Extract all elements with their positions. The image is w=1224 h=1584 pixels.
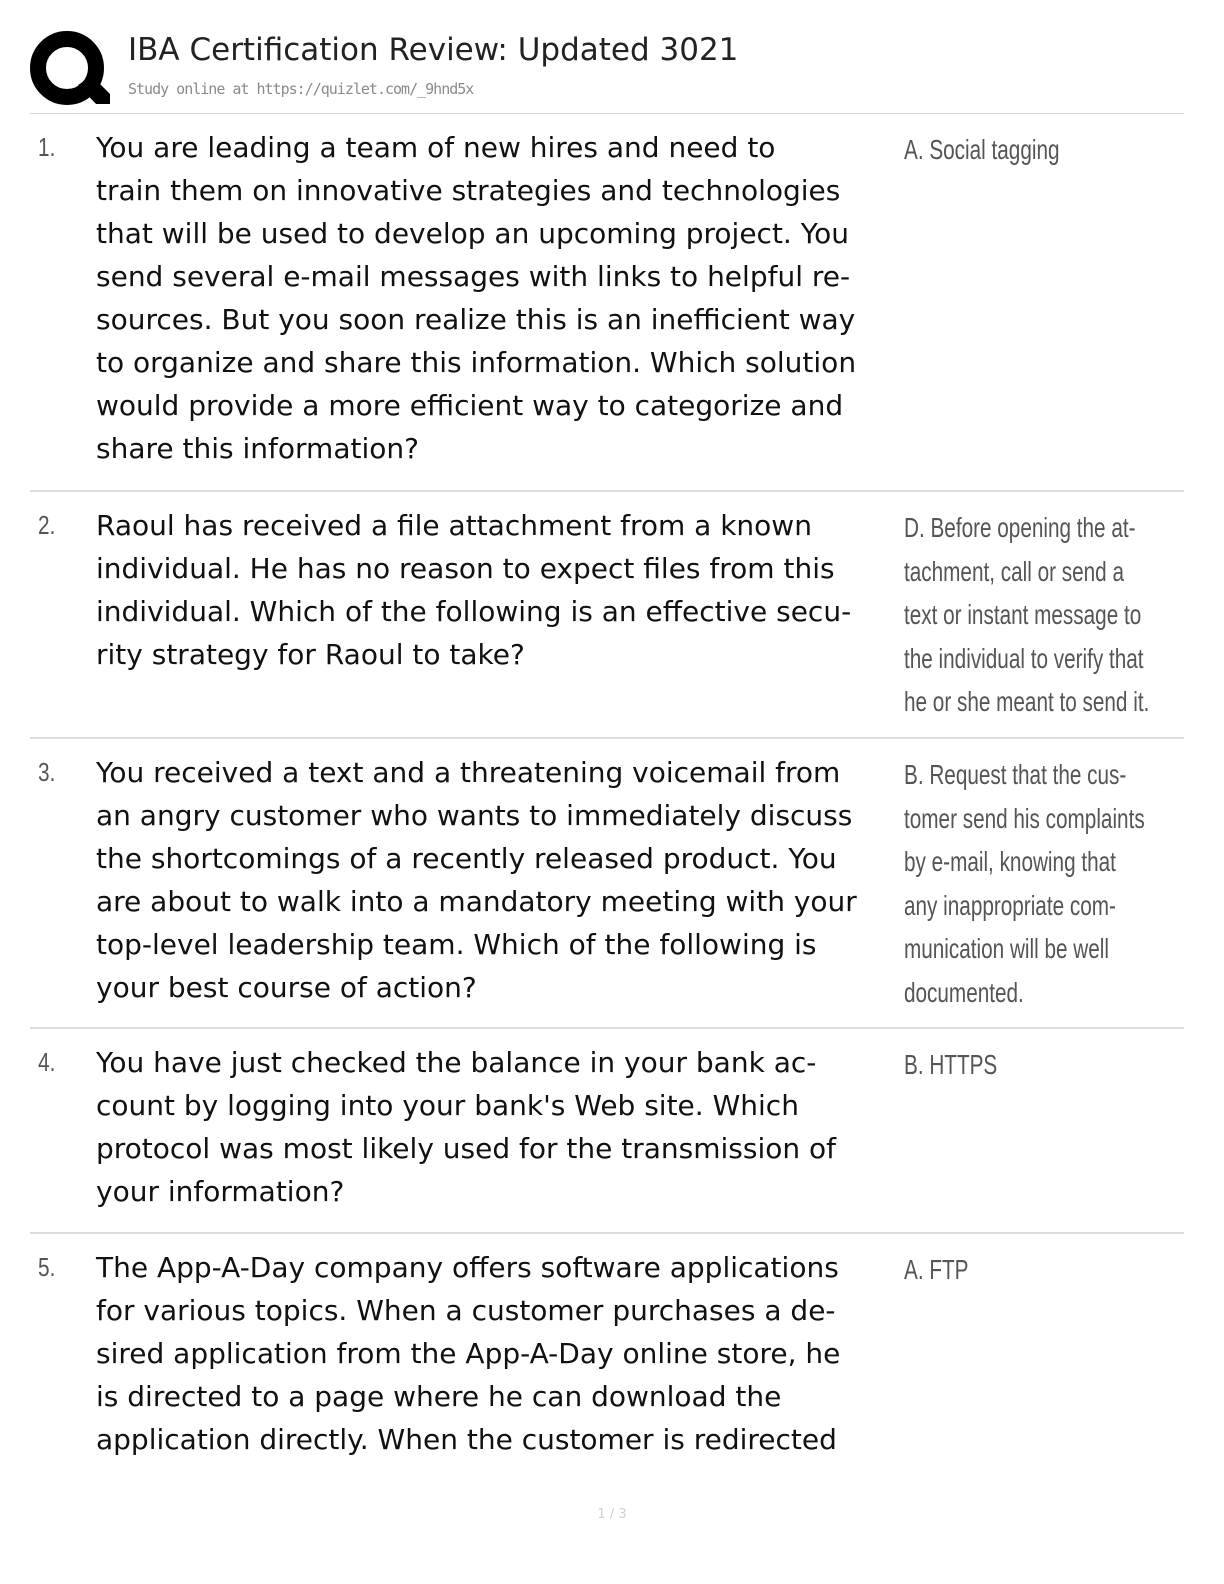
question-line: send several e-mail messages with links to helpful re- — [96, 260, 851, 293]
quizlet-q-logo-icon — [30, 30, 110, 110]
question-line: You received a text and a threatening voicemail from — [96, 756, 841, 789]
question-line: individual. He has no reason to expect files from this — [96, 552, 835, 585]
card-question — [96, 126, 902, 470]
question-line: your information? — [96, 1175, 345, 1208]
card-answer — [904, 753, 1145, 1014]
card-number: 4. — [38, 1047, 56, 1077]
page-header — [30, 30, 1184, 114]
question-line: You have just checked the balance in your bank ac- — [96, 1046, 817, 1079]
question-line: The App-A-Day company offers software applications — [96, 1251, 839, 1284]
card-question — [96, 751, 902, 1009]
flashcard-list — [30, 114, 1184, 1474]
card-answer — [904, 1248, 1126, 1292]
answer-line: documented. — [904, 976, 1024, 1008]
card-number: 2. — [38, 510, 56, 540]
flashcard-3 — [30, 739, 1184, 1029]
study-link[interactable]: Study online at https://quizlet.com/_9hnd5x — [128, 80, 474, 98]
flashcard-5 — [30, 1234, 1184, 1474]
question-line: top-level leadership team. Which of the following is — [96, 928, 817, 961]
question-line: that will be used to develop an upcoming project. You — [96, 217, 849, 250]
question-line: the shortcomings of a recently released product. You — [96, 842, 837, 875]
card-answer — [904, 506, 1150, 724]
card-answer — [904, 128, 1126, 172]
page-number: 1 / 3 — [597, 1507, 627, 1522]
question-line: Raoul has received a file attachment from a known — [96, 509, 812, 542]
answer-line: any inappropriate com- — [904, 889, 1116, 921]
answer-line: B. Request that the cus- — [904, 759, 1127, 790]
question-line: protocol was most likely used for the transmission of — [96, 1132, 837, 1165]
document-title: IBA Certification Review: Updated 3021 — [128, 32, 739, 68]
question-line: application directly. When the customer is redirected — [96, 1423, 837, 1456]
card-question — [96, 504, 902, 676]
answer-line: he or she meant to send it. — [904, 686, 1150, 717]
question-line: your best course of action? — [96, 971, 477, 1004]
question-line: for various topics. When a customer purchases a de- — [96, 1294, 836, 1327]
question-line: share this information? — [96, 432, 419, 465]
question-line: train them on innovative strategies and technologies — [96, 174, 841, 207]
question-line: You are leading a team of new hires and need to — [96, 131, 776, 164]
answer-line: text or instant message to — [904, 599, 1142, 630]
question-line: count by logging into your bank's Web site. Which — [96, 1089, 799, 1122]
answer-line: the individual to verify that — [904, 642, 1144, 674]
flashcard-2 — [30, 492, 1184, 739]
question-line: an angry customer who wants to immediately discuss — [96, 799, 853, 832]
card-number: 1. — [38, 132, 56, 162]
question-line: rity strategy for Raoul to take? — [96, 638, 525, 671]
answer-line: A. Social tagging — [904, 134, 1060, 165]
flashcard-1 — [30, 114, 1184, 492]
question-line: to organize and share this information. Which solution — [96, 346, 857, 379]
card-number: 5. — [38, 1252, 56, 1282]
flashcard-4 — [30, 1029, 1184, 1234]
answer-line: A. FTP — [904, 1254, 969, 1285]
card-question — [96, 1041, 902, 1213]
question-line: is directed to a page where he can download the — [96, 1380, 782, 1413]
card-number: 3. — [38, 757, 56, 787]
card-answer — [904, 1043, 1126, 1087]
answer-line: by e-mail, knowing that — [904, 846, 1116, 877]
question-line: would provide a more efficient way to categorize and — [96, 389, 844, 422]
question-line: sired application from the App-A-Day online store, he — [96, 1337, 841, 1370]
answer-line: munication will be well — [904, 933, 1109, 964]
question-line: are about to walk into a mandatory meeting with your — [96, 885, 857, 918]
answer-line: B. HTTPS — [904, 1049, 998, 1080]
question-line: individual. Which of the following is an effective secu- — [96, 595, 852, 628]
answer-line: tachment, call or send a — [904, 555, 1124, 587]
answer-line: D. Before opening the at- — [904, 512, 1136, 543]
card-question — [96, 1246, 902, 1461]
question-line: sources. But you soon realize this is an inefficient way — [96, 303, 856, 336]
answer-line: tomer send his complaints — [904, 802, 1145, 834]
